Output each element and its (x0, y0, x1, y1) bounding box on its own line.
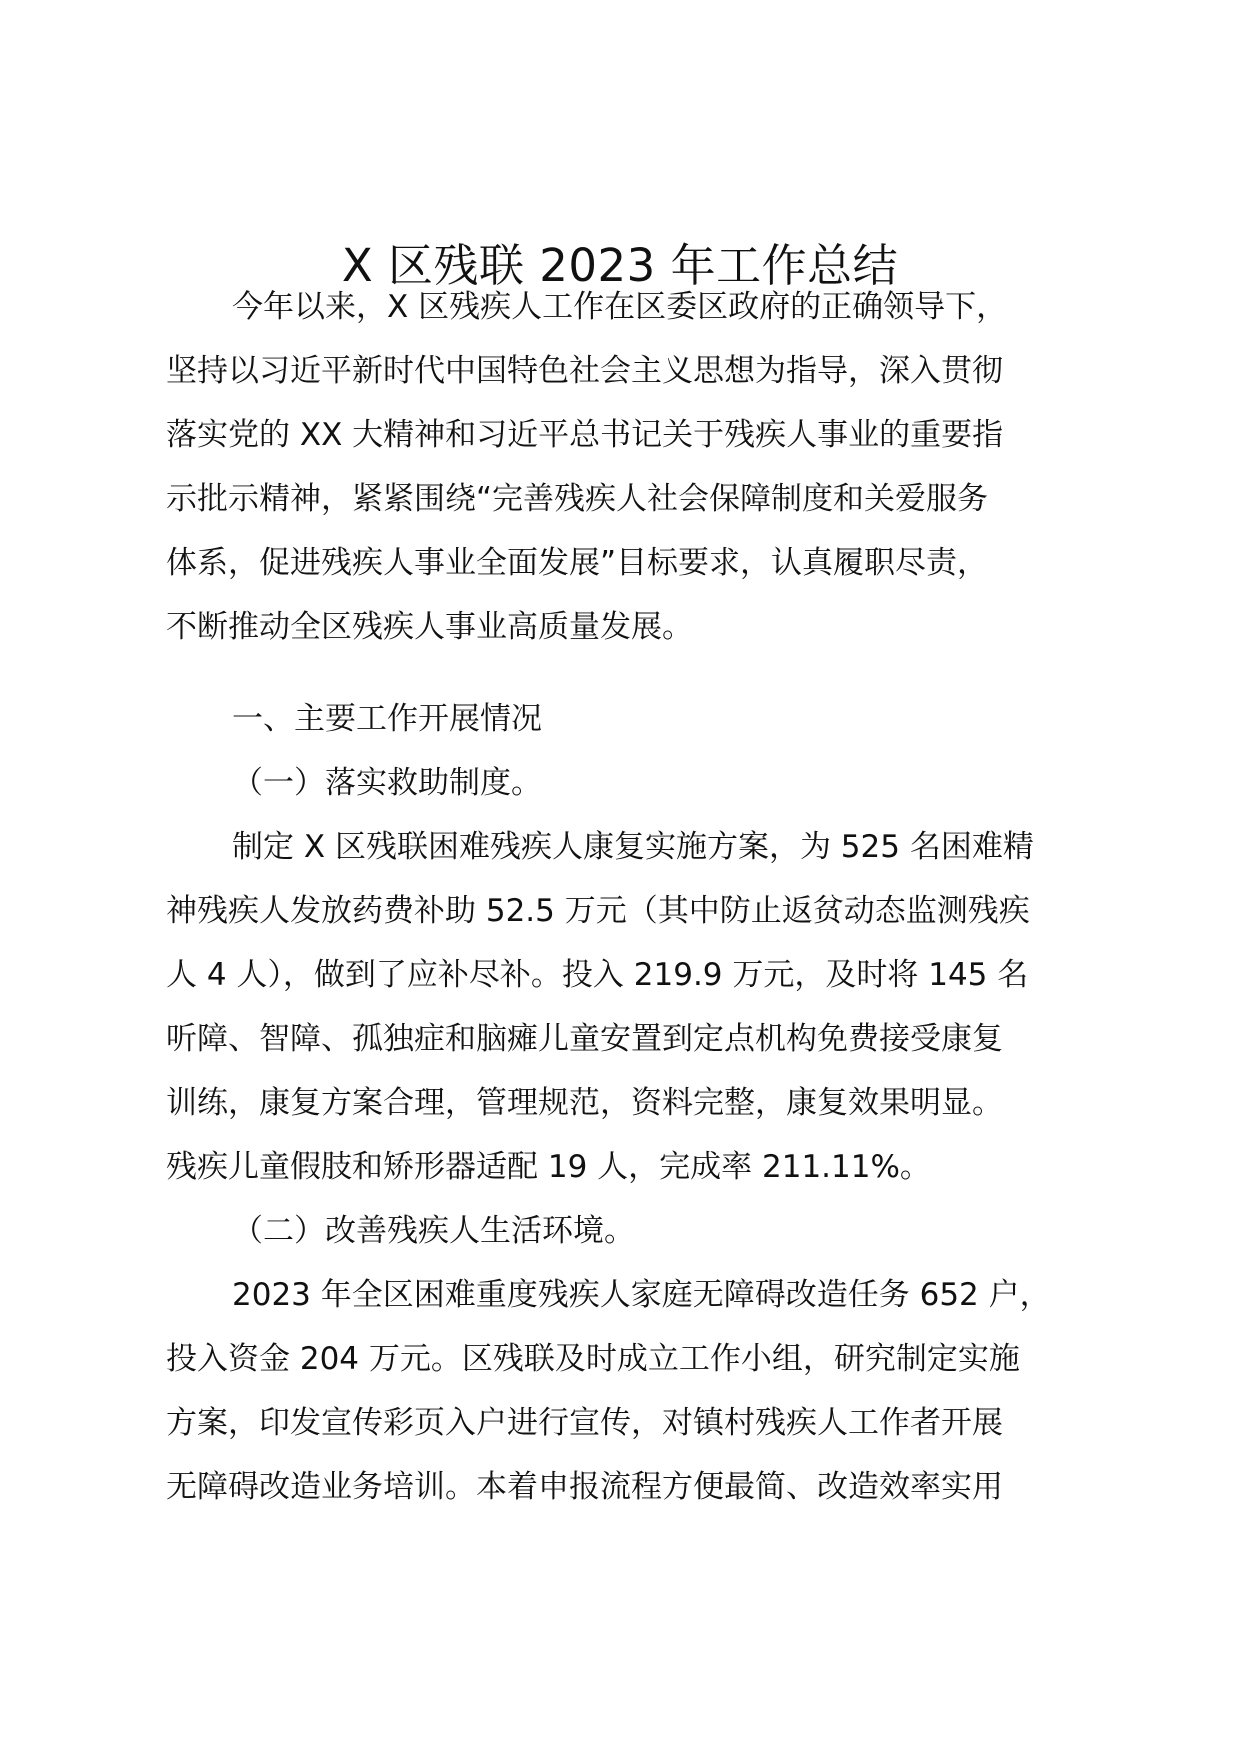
paragraph-line: 今年以来，X 区残疾人工作在区委区政府的正确领导下， (232, 289, 1008, 325)
paragraph-line: 不断推动全区残疾人事业高质量发展。 (166, 609, 693, 645)
paragraph-line: 残疾儿童假肢和矫形器适配 19 人，完成率 211.11%。 (166, 1149, 931, 1185)
paragraph-line: 神残疾人发放药费补助 52.5 万元（其中防止返贫动态监测残疾 (166, 893, 1030, 929)
paragraph-line: 坚持以习近平新时代中国特色社会主义思想为指导，深入贯彻 (166, 353, 1003, 389)
paragraph-line: 落实党的 XX 大精神和习近平总书记关于残疾人事业的重要指 (166, 417, 1004, 453)
paragraph-line: 制定 X 区残联困难残疾人康复实施方案，为 525 名困难精 (232, 829, 1034, 865)
paragraph-line: 投入资金 204 万元。区残联及时成立工作小组，研究制定实施 (166, 1341, 1020, 1377)
paragraph-line: 2023 年全区困难重度残疾人家庭无障碍改造任务 652 户， (232, 1277, 1051, 1313)
paragraph-line: 训练，康复方案合理，管理规范，资料完整，康复效果明显。 (166, 1085, 1003, 1121)
paragraph-line: 体系，促进残疾人事业全面发展”目标要求，认真履职尽责， (166, 545, 989, 581)
paragraph-line: 听障、智障、孤独症和脑瘫儿童安置到定点机构免费接受康复 (166, 1021, 1003, 1057)
subsection-heading: （二）改善残疾人生活环境。 (232, 1213, 635, 1249)
document-title: X 区残联 2023 年工作总结 (341, 239, 899, 292)
subsection-heading: （一）落实救助制度。 (232, 765, 542, 801)
paragraph-line: 无障碍改造业务培训。本着申报流程方便最简、改造效率实用 (166, 1469, 1003, 1505)
paragraph-line: 人 4 人），做到了应补尽补。投入 219.9 万元，及时将 145 名 (166, 957, 1029, 993)
section-heading: 一、主要工作开展情况 (232, 701, 542, 737)
paragraph-line: 示批示精神，紧紧围绕“完善残疾人社会保障制度和关爱服务 (166, 481, 989, 517)
paragraph-line: 方案，印发宣传彩页入户进行宣传，对镇村残疾人工作者开展 (166, 1405, 1003, 1441)
